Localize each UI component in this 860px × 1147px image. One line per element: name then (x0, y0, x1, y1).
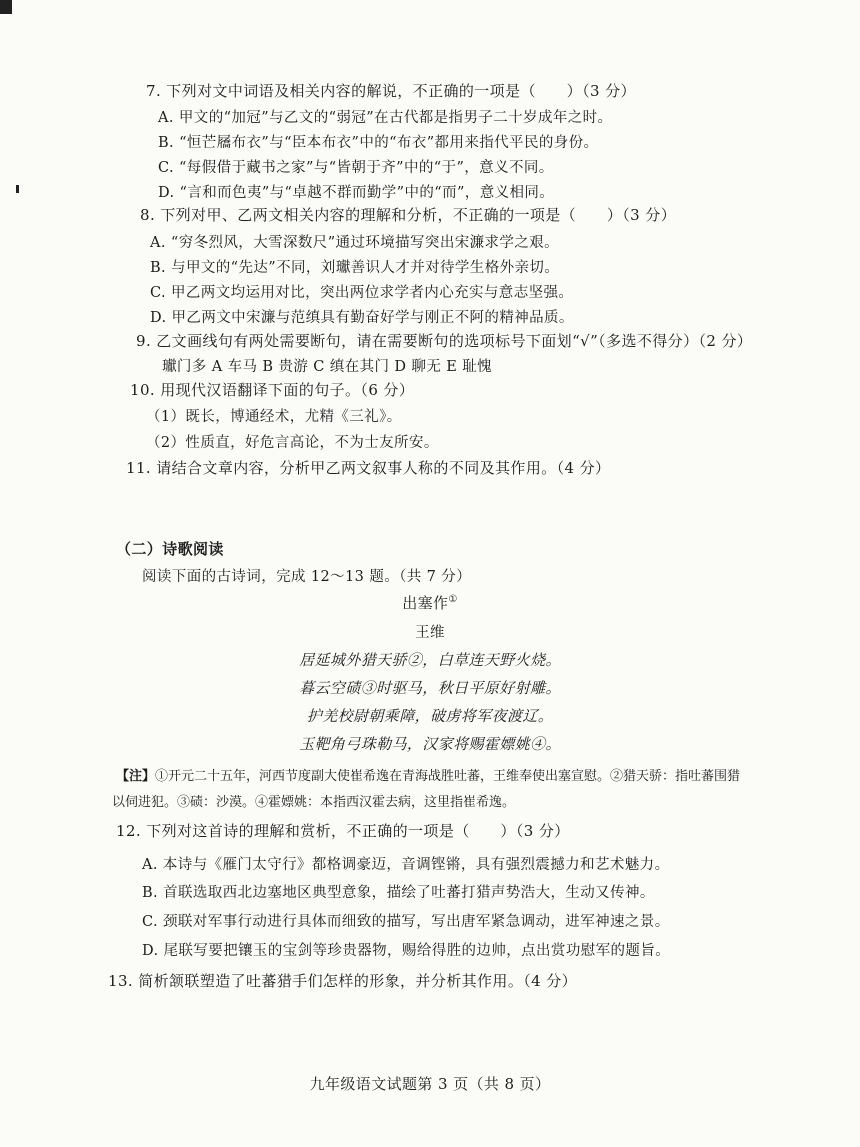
poem-note-line-2: 以伺进犯。③碛：沙漠。④霍嫖姚：本指西汉霍去病，这里指崔希逸。 (112, 795, 516, 810)
question-8-option-c: C. 甲乙两文均运用对比，突出两位求学者内心充实与意志坚强。 (150, 285, 574, 301)
poem-note-text-1: ①开元二十五年，河西节度副大使崔希逸在青海战胜吐蕃，王维奉使出塞宣慰。②猎天骄：指吐蕃围猎 (155, 769, 741, 784)
question-7-option-a: A. 甲文的“加冠”与乙文的“弱冠”在古代都是指男子二十岁成年之时。 (158, 110, 613, 126)
question-10-sentence-2: （2）性质直，好危言高论，不为士友所安。 (146, 435, 439, 451)
poem-title-text: 出塞作 (402, 594, 449, 612)
question-7-option-c: C. “每假借于藏书之家”与“皆朝于齐”中的“于”，意义不同。 (158, 160, 554, 176)
poem-line-1: 居延城外猎天骄②，白草连天野火烧。 (299, 651, 561, 669)
poem-note-line-1 (116, 765, 740, 784)
question-7-stem: 7. 下列对文中词语及相关内容的解说，不正确的一项是（ ）（3 分） (146, 82, 636, 100)
question-8-option-d: D. 甲乙两文中宋濂与范缜具有勤奋好学与刚正不阿的精神品质。 (150, 310, 574, 326)
poem-note-label: 【注】 (116, 769, 156, 784)
poem-author: 王维 (415, 625, 445, 641)
question-12-stem: 12. 下列对这首诗的理解和赏析，不正确的一项是（ ）（3 分） (116, 822, 570, 840)
question-12-option-a: A. 本诗与《雁门太守行》都格调豪迈，音调铿锵，具有强烈震撼力和艺术魅力。 (142, 857, 670, 873)
question-8-option-a: A. “穷冬烈风，大雪深数尺”通过环境描写突出宋濂求学之艰。 (150, 235, 560, 251)
question-7-option-b: B. “恒芒屩布衣”与“臣本布衣”中的“布衣”都用来指代平民的身份。 (158, 135, 599, 151)
poem-line-4: 玉靶角弓珠勒马，汉家将赐霍嫖姚④。 (299, 735, 561, 753)
question-8-option-b: B. 与甲文的“先达”不同，刘瓛善识人才并对待学生格外亲切。 (150, 260, 560, 276)
question-7-option-d: D. “言和而色夷”与“卓越不群而勤学”中的“而”，意义相同。 (158, 185, 555, 201)
question-9-sentence: 瓛门多 A 车马 B 贵游 C 缜在其门 D 聊无 E 耻愧 (162, 359, 493, 375)
scan-mark (0, 0, 12, 14)
question-10-sentence-1: （1）既长，博通经术，尤精《三礼》。 (146, 409, 402, 425)
question-9-stem: 9. 乙文画线句有两处需要断句，请在需要断句的选项标号下面划“√”（多选不得分）（2 分） (136, 332, 753, 350)
scan-mark (16, 185, 19, 193)
poem-line-2: 暮云空碛③时驱马，秋日平原好射雕。 (299, 679, 561, 697)
question-12-option-d: D. 尾联写要把镶玉的宝剑等珍贵器物，赐给得胜的边帅，点出赏功慰军的题旨。 (142, 943, 671, 959)
question-13-stem: 13. 简析颔联塑造了吐蕃猎手们怎样的形象，并分析其作用。（4 分） (108, 972, 578, 990)
section-title: （二）诗歌阅读 (116, 540, 224, 558)
question-10-stem: 10. 用现代汉语翻译下面的句子。（6 分） (130, 381, 415, 399)
question-12-option-b: B. 首联选取西北边塞地区典型意象，描绘了吐蕃打猎声势浩大，生动又传神。 (142, 885, 655, 901)
poetry-intro: 阅读下面的古诗词，完成 12～13 题。（共 7 分） (142, 569, 472, 585)
poem-title (0, 592, 860, 613)
question-12-option-c: C. 颈联对军事行动进行具体而细致的描写，写出唐军紧急调动，进军神速之景。 (142, 914, 670, 930)
question-11-stem: 11. 请结合文章内容，分析甲乙两文叙事人称的不同及其作用。（4 分） (126, 459, 611, 477)
page-footer: 九年级语文试题第 3 页（共 8 页） (309, 1075, 551, 1093)
poem-title-footnote-mark: ① (448, 594, 458, 605)
poem-line-3: 护羌校尉朝乘障，破虏将军夜渡辽。 (306, 707, 554, 725)
question-8-stem: 8. 下列对甲、乙两文相关内容的理解和分析，不正确的一项是（ ）（3 分） (140, 206, 677, 224)
